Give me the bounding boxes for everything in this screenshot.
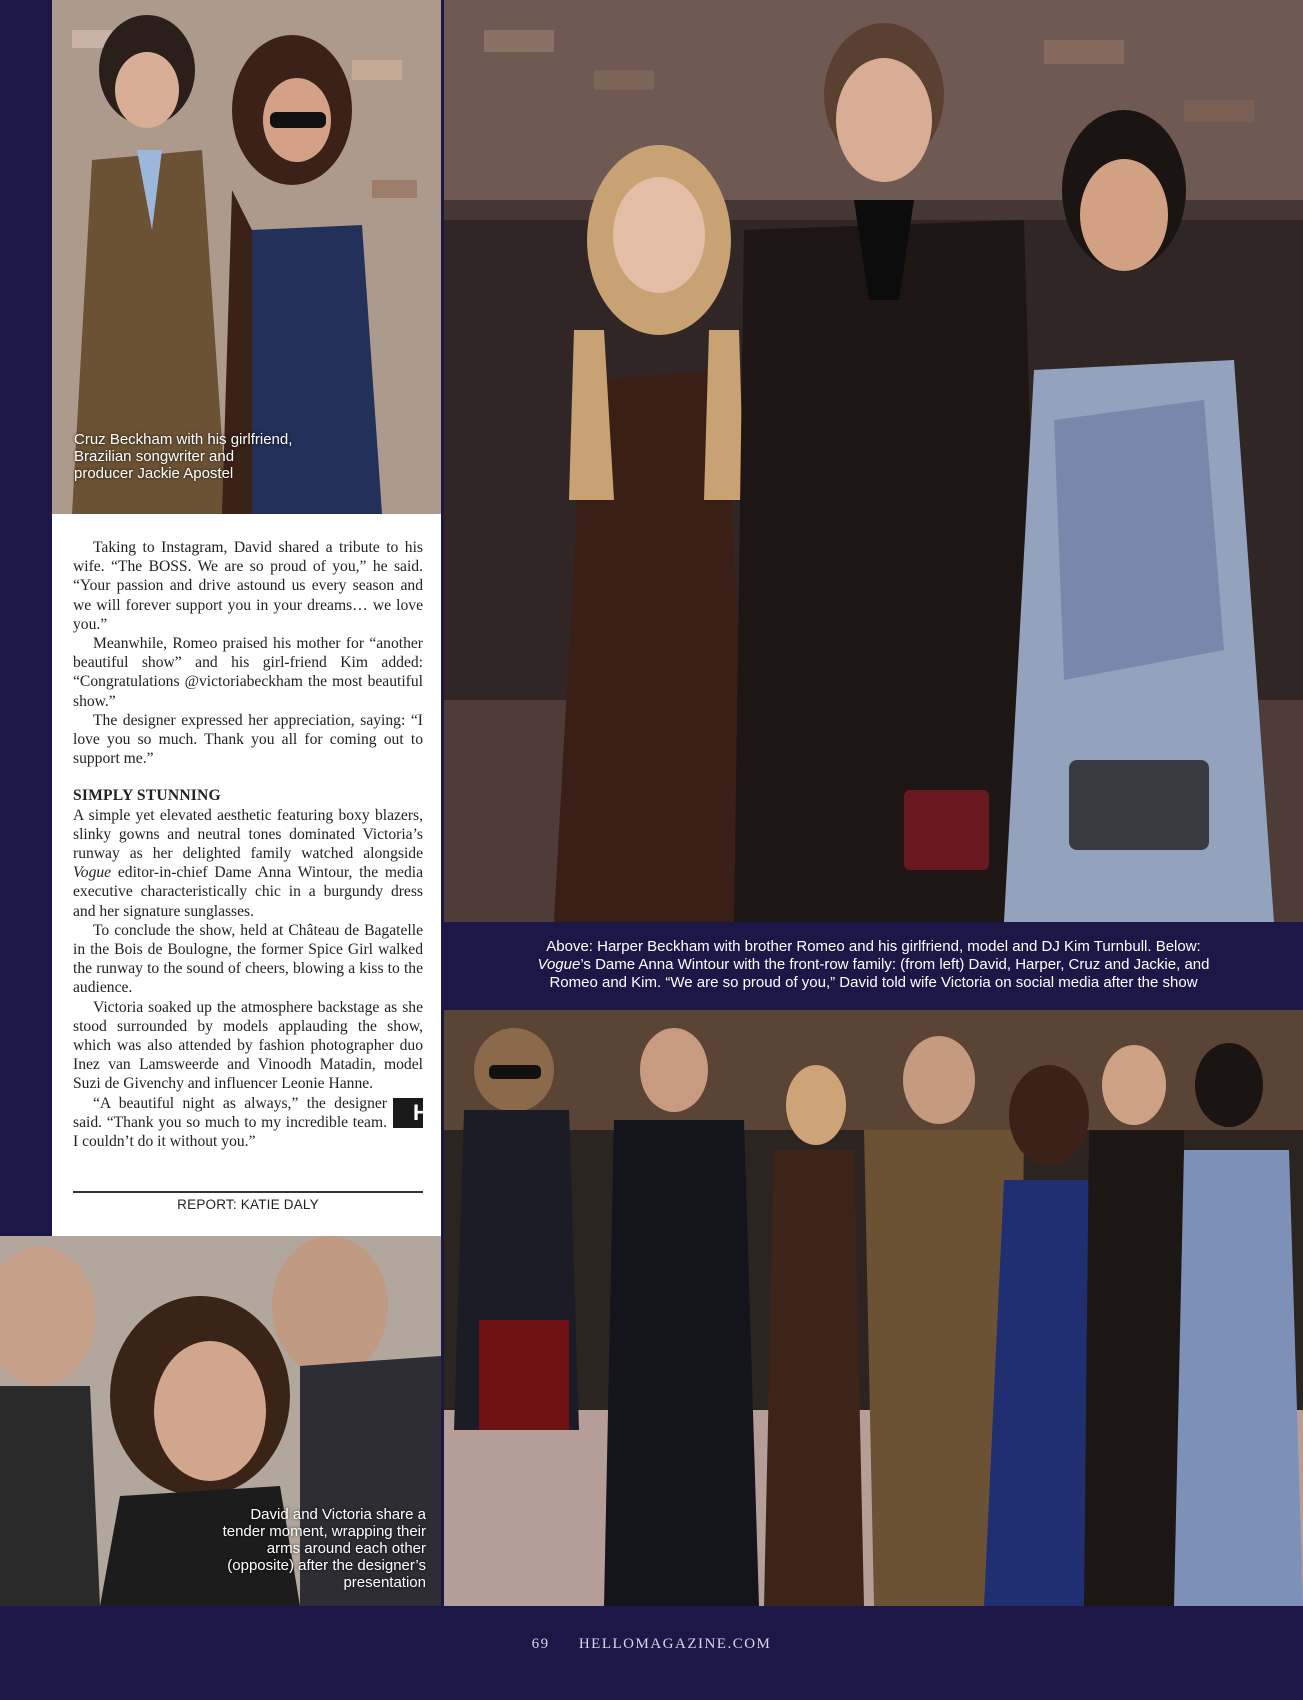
page-number: 69 xyxy=(531,1636,550,1652)
photo-front-row-family xyxy=(444,1010,1303,1606)
caption-center-line-3: Romeo and Kim. “We are so proud of you,” David told wife Victoria on social media after the show xyxy=(549,974,1198,991)
caption-center-vogue: Vogue xyxy=(537,956,581,973)
vogue-italic: Vogue xyxy=(73,864,112,882)
site-url: HELLOMAGAZINE.COM xyxy=(578,1636,772,1652)
article-paragraph-6: Victoria soaked up the atmosphere backstage as she stood surrounded by models applauding the show, which was also attended by fashion photographer duo Inez van Lamsweerde and Vinoodh Matadin, model Suzi de Givenchy and influencer Leonie Hanne. xyxy=(73,998,423,1093)
article-paragraph-7 xyxy=(73,1094,429,1152)
caption-center xyxy=(444,938,1303,992)
section-heading: SIMPLY STUNNING xyxy=(73,787,221,805)
report-divider xyxy=(73,1191,423,1193)
article-paragraph-1: Taking to Instagram, David shared a tribute to his wife. “The BOSS. We are so proud of you,” he said. “Your passion and drive astound us every season and we will forever support you in your dreams… we love you.” xyxy=(73,539,423,633)
article-paragraph-3: The designer expressed her appreciation, saying: “I love you so much. Thank you all for coming out to support me.” xyxy=(73,711,423,768)
paragraph-4-start: A simple yet elevated aesthetic featuring boxy blazers, slinky gowns and neutral tones dominated Victoria’s runway as her delighted family watched alongside xyxy=(73,806,423,863)
caption-david-victoria-photo: David and Victoria share a tender moment, wrapping their arms around each other (opposite) after the designer’s presentation xyxy=(222,1506,426,1591)
paragraph-7-text: “A beautiful night as always,” the designer said. “Thank you so much to my incredible team. I couldn’t do it without you.” xyxy=(73,1094,387,1151)
page-footer xyxy=(0,1636,1303,1653)
caption-center-line-1: Above: Harper Beckham with brother Romeo and his girlfriend, model and DJ Kim Turnbull. Below: xyxy=(546,938,1201,955)
article-paragraph-5: To conclude the show, held at Château de Bagatelle in the Bois de Boulogne, the former Spice Girl walked the runway to the sound of cheers, blowing a kiss to the audience. xyxy=(73,921,423,997)
caption-cruz-photo: Cruz Beckham with his girlfriend, Brazilian songwriter and producer Jackie Apostel xyxy=(74,431,293,482)
article-paragraph-4 xyxy=(73,806,423,921)
hello-end-mark-icon: H xyxy=(393,1098,423,1128)
article-paragraph-2: Meanwhile, Romeo praised his mother for “another beautiful show” and his girl-friend Kim added: “Congratulations @victoriabeckham the most beautiful show.” xyxy=(73,635,423,710)
photo-harper-romeo-kim xyxy=(444,0,1303,922)
report-credit: REPORT: KATIE DALY xyxy=(177,1197,319,1212)
paragraph-4-end: editor-in-chief Dame Anna Wintour, the media executive characteristically chic in a burgundy dress and her signature sunglasses. xyxy=(73,864,423,920)
caption-center-line-2: ’s Dame Anna Wintour with the front-row family: (from left) David, Harper, Cruz and Jackie, and xyxy=(580,956,1210,973)
article-body xyxy=(73,538,429,1151)
article-text-panel xyxy=(52,514,441,1236)
